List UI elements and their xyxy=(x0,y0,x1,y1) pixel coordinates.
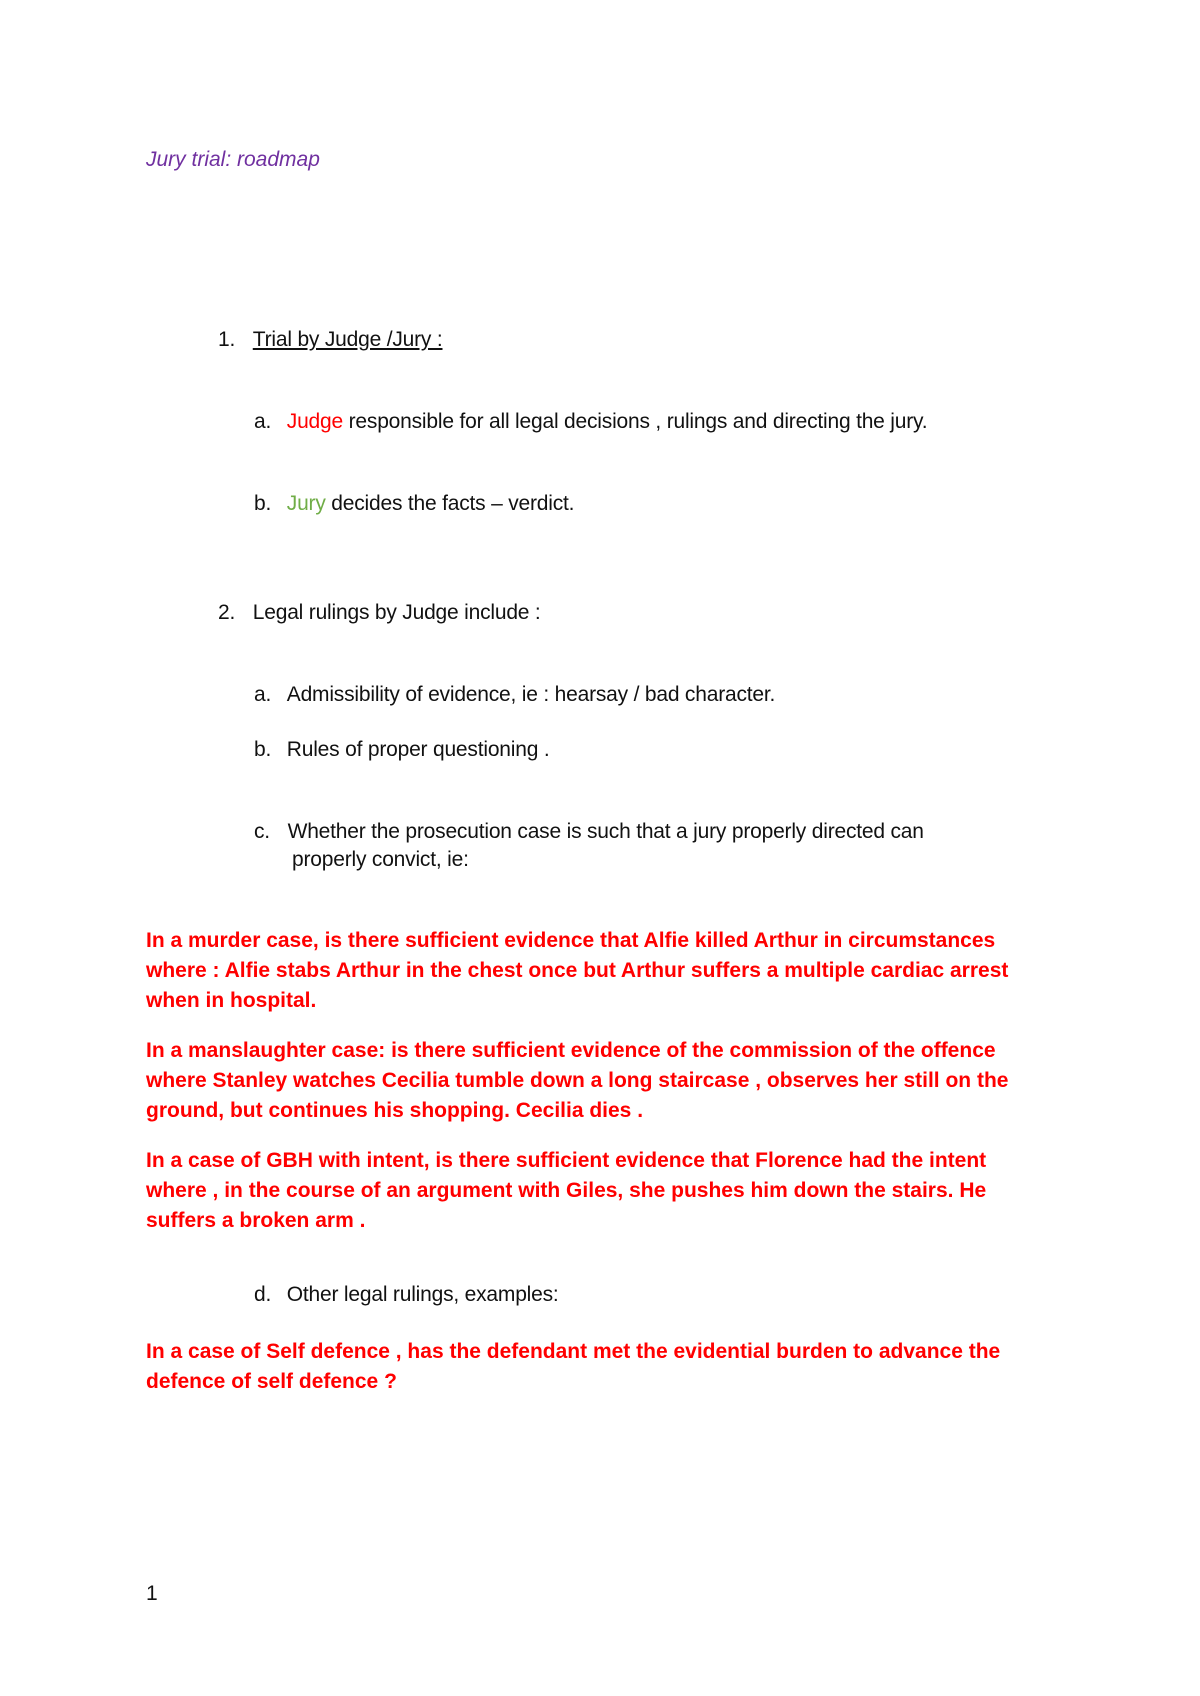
example-gbh: In a case of GBH with intent, is there sufficient evidence that Florence had the intent where , in the course of an argument with Giles, she pushes him down the stairs. He suffers a broken arm . xyxy=(146,1149,987,1232)
item-text-line-1: Whether the prosecution case is such that a jury properly directed can xyxy=(287,820,924,843)
section-1-item-a xyxy=(254,410,927,434)
example-self-defence: In a case of Self defence , has the defendant met the evidential burden to advance the defence of self defence ? xyxy=(146,1340,1001,1393)
page-number: 1 xyxy=(146,1582,158,1605)
item-text: responsible for all legal decisions , rulings and directing the jury. xyxy=(342,410,928,433)
section-2-item-b xyxy=(254,738,549,762)
list-marker: a. xyxy=(254,410,272,433)
section-1-item-b xyxy=(254,492,574,516)
example-manslaughter: In a manslaughter case: is there sufficient evidence of the commission of the offence where Stanley watches Cecilia tumble down a long staircase , observes her still on the ground, but continues his shopping. Cecilia dies . xyxy=(146,1039,1009,1122)
document-title: Jury trial: roadmap xyxy=(146,148,320,171)
item-text: Rules of proper questioning . xyxy=(286,738,550,761)
section-1-heading xyxy=(218,328,443,352)
item-text: decides the facts – verdict. xyxy=(325,492,575,515)
list-number: 2. xyxy=(218,601,236,624)
example-murder: In a murder case, is there sufficient evidence that Alfie killed Arthur in circumstances where : Alfie stabs Arthur in the chest once but Arthur suffers a multiple cardiac arrest when in hospital. xyxy=(146,929,1009,1012)
section-2-item-a xyxy=(254,683,775,707)
list-marker: a. xyxy=(254,683,272,706)
keyword-judge: Judge xyxy=(286,410,343,433)
section-2-heading xyxy=(218,601,541,625)
item-text: Admissibility of evidence, ie : hearsay / bad character. xyxy=(286,683,776,706)
section-2-item-c-continuation: properly convict, ie: xyxy=(292,848,469,871)
list-marker: c. xyxy=(254,820,270,843)
list-marker: b. xyxy=(254,492,272,515)
section-2-item-c xyxy=(254,820,924,844)
list-marker: b. xyxy=(254,738,272,761)
item-text: Other legal rulings, examples: xyxy=(286,1283,559,1306)
list-marker: d. xyxy=(254,1283,272,1306)
keyword-jury: Jury xyxy=(286,492,326,515)
section-2-item-d xyxy=(254,1283,559,1307)
list-number: 1. xyxy=(218,328,236,351)
heading-text: Legal rulings by Judge include : xyxy=(252,601,541,624)
heading-text: Trial by Judge /Jury : xyxy=(252,328,443,351)
